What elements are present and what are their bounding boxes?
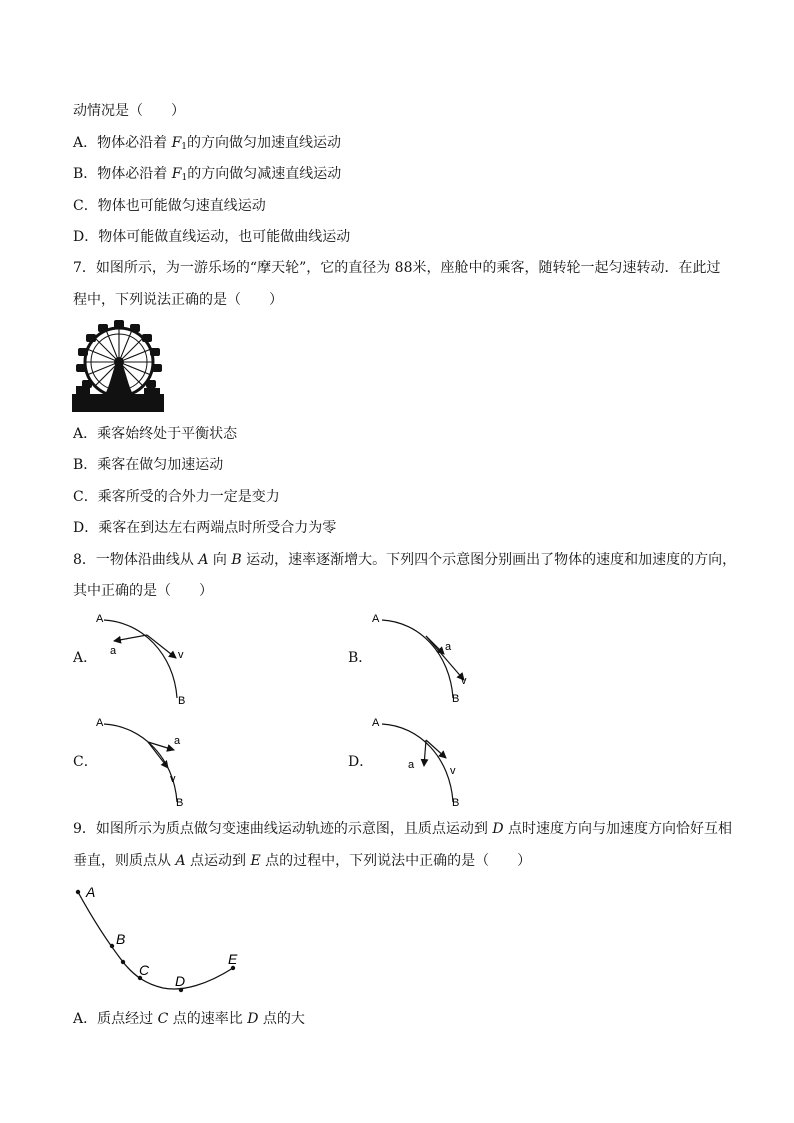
q8-diagram-d	[368, 712, 478, 812]
q8a-label-A: A	[96, 613, 104, 625]
q7-stem-line1: 7．如图所示，为一游乐场的“摩天轮”，它的直径为 88米，座舱中的乘客，随转轮一起匀速转动．在此过	[73, 260, 721, 276]
q9-stem-post: 点时速度方向与加速度方向恰好互相	[503, 821, 733, 837]
q9-stem-line2	[73, 851, 531, 871]
q6-option-b-text-post: 的方向做匀减速直线运动	[187, 166, 342, 182]
q6-option-b-sub: 1	[181, 173, 188, 183]
q6-option-b[interactable]	[73, 164, 341, 188]
q7-stem-line2: 程中，下列说法正确的是（ ）	[73, 292, 283, 308]
q9-stem2-pre: 垂直，则质点从	[73, 853, 176, 869]
q8a-label-B: B	[178, 695, 186, 707]
q6-option-a-text-post: 的方向做匀加速直线运动	[187, 135, 342, 151]
q7-option-d[interactable]: D．乘客在到达左右两端点时所受合力为零	[73, 520, 337, 536]
q6-option-d[interactable]: D．物体可能做直线运动，也可能做曲线运动	[73, 229, 351, 245]
q9-option-a-var-d: D	[247, 1011, 259, 1027]
q8b-label-A: A	[372, 613, 380, 625]
q8b-label-a: a	[445, 641, 452, 653]
q6-option-c[interactable]: C．物体也可能做匀速直线运动	[73, 198, 266, 214]
q9-var-a: A	[175, 853, 186, 869]
q9-option-a-post: 点的大	[258, 1011, 305, 1027]
q6-option-a-text-pre: A．物体必沿着	[73, 135, 172, 151]
q8a-label-v: v	[178, 649, 184, 661]
q9-stem-line1	[73, 819, 732, 839]
q7-option-c[interactable]: C．乘客所受的合外力一定是变力	[73, 489, 280, 505]
q9-var-d: D	[492, 821, 504, 837]
q8b-label-B: B	[452, 693, 460, 705]
q8-var-b: B	[231, 552, 242, 568]
q8-stem-line1	[73, 550, 736, 570]
q8-diagram-c	[92, 712, 202, 812]
q8c-label-a: a	[174, 735, 181, 747]
q8-stem-line2: 其中正确的是（ ）	[73, 583, 213, 599]
q9-label-C: C	[139, 962, 150, 978]
q8-option-b-label[interactable]: B．	[348, 650, 373, 666]
q8-stem-post: 运动，速率逐渐增大。下列四个示意图分别画出了物体的速度和加速度的方向，	[241, 552, 737, 568]
q8c-label-v: v	[170, 773, 176, 785]
q9-stem-pre: 9．如图所示为质点做匀变速曲线运动轨迹的示意图，且质点运动到	[73, 821, 493, 837]
q8a-label-a: a	[110, 645, 117, 657]
q9-var-e: E	[250, 853, 261, 869]
q6-option-a-sub: 1	[181, 142, 188, 152]
q9-option-a-mid: 点的速率比	[168, 1011, 248, 1027]
q8b-label-v: v	[461, 675, 467, 687]
q9-label-E: E	[228, 951, 238, 967]
q8-option-d-label[interactable]: D．	[348, 754, 374, 770]
q9-option-a-pre: A．质点经过	[73, 1011, 158, 1027]
q7-option-a[interactable]: A．乘客始终处于平衡状态	[73, 426, 238, 442]
q8-var-a: A	[198, 552, 209, 568]
q6-option-b-text-pre: B．物体必沿着	[73, 166, 172, 182]
q9-option-a-var-c: C	[157, 1011, 169, 1027]
q9-label-A: A	[86, 884, 96, 900]
q8c-label-B: B	[176, 797, 184, 809]
q9-option-a[interactable]	[73, 1009, 305, 1029]
q9-stem2-mid: 点运动到	[185, 853, 251, 869]
q9-label-B: B	[116, 931, 126, 947]
q9-stem2-post: 点的过程中，下列说法中正确的是（ ）	[260, 853, 532, 869]
ferris-wheel-image	[72, 318, 164, 412]
q9-trajectory-diagram	[68, 880, 248, 1000]
q8d-label-A: A	[372, 717, 380, 729]
q8-diagram-b	[368, 608, 478, 708]
q6-option-b-var: F	[171, 166, 182, 182]
q6-option-a[interactable]	[73, 133, 341, 157]
q6-option-a-var: F	[171, 135, 182, 151]
q9-label-D: D	[175, 973, 186, 989]
q8-stem-pre: 8．一物体沿曲线从	[73, 552, 199, 568]
q7-option-b[interactable]: B．乘客在做匀加速运动	[73, 457, 224, 473]
q8d-label-a: a	[408, 759, 415, 771]
q8d-label-v: v	[450, 765, 456, 777]
q8d-label-B: B	[452, 797, 460, 809]
q8-diagram-a	[92, 608, 202, 708]
q8c-label-A: A	[96, 717, 104, 729]
q8-option-a-label[interactable]: A．	[73, 650, 98, 666]
q8-option-c-label[interactable]: C．	[73, 754, 98, 770]
q8-stem-mid: 向	[208, 552, 232, 568]
q6-stem-tail: 动情况是（ ）	[73, 103, 185, 119]
